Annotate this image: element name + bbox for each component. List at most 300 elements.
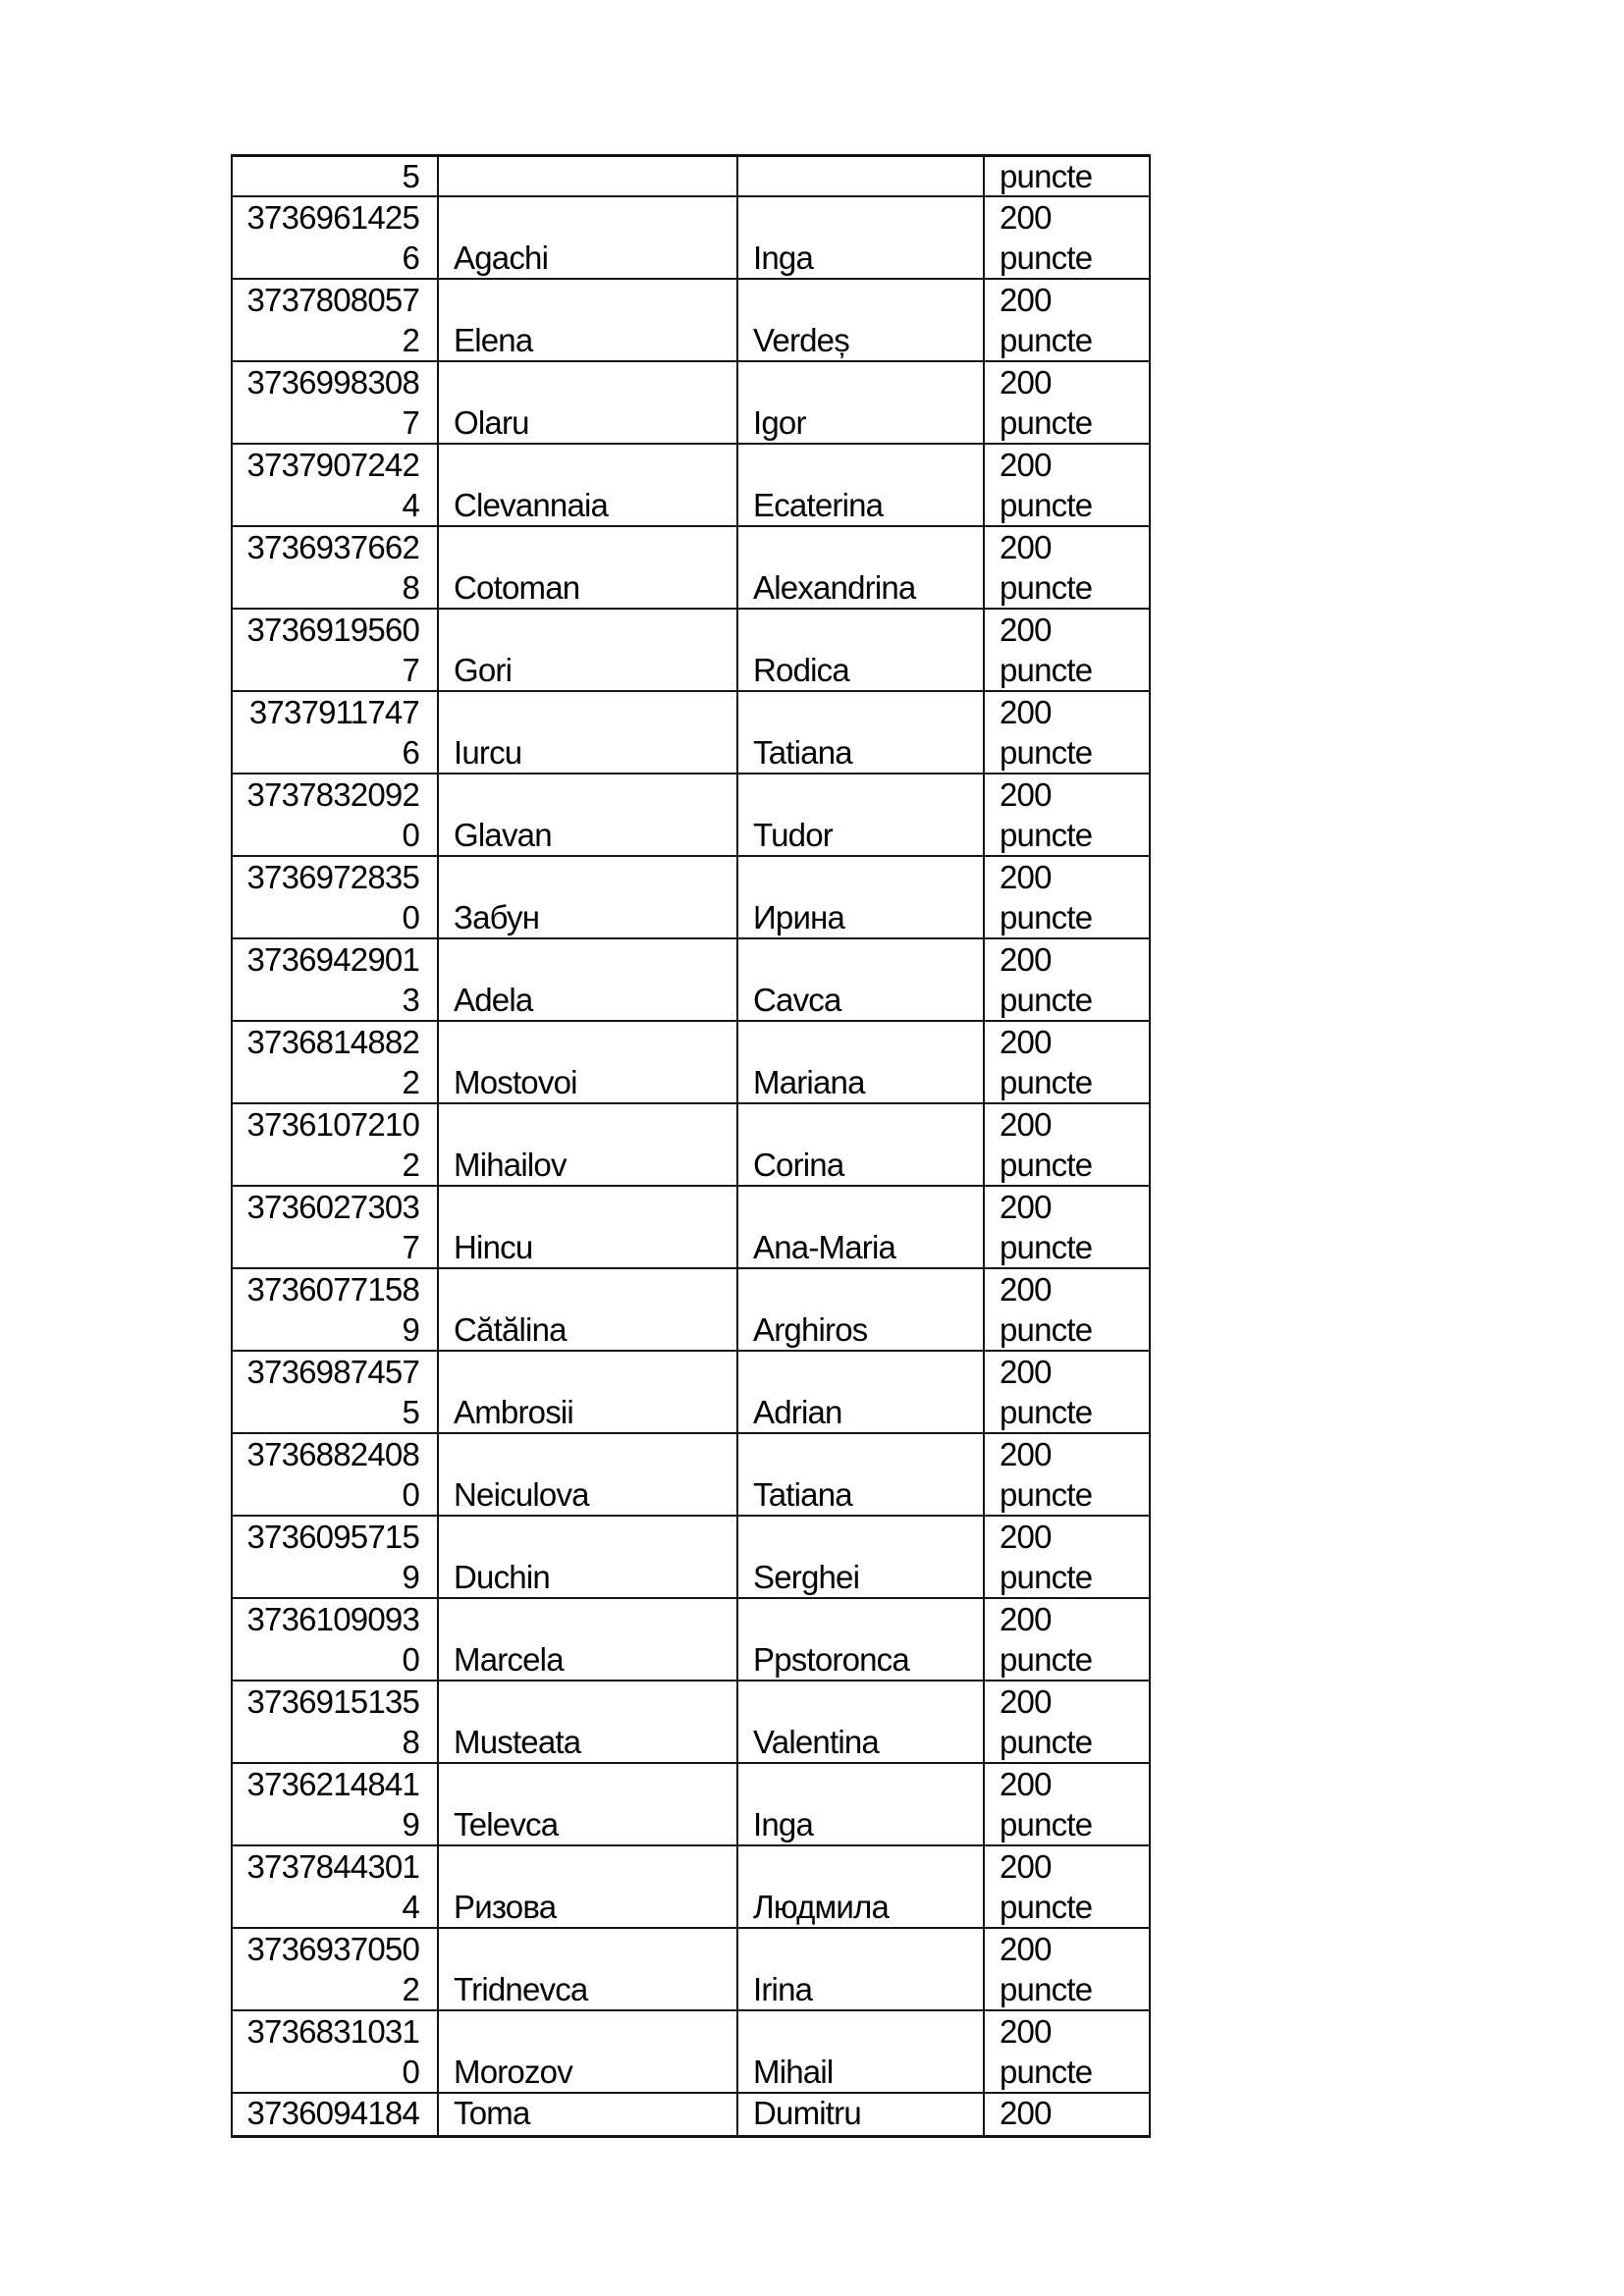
points-unit: puncte bbox=[1000, 1888, 1093, 1925]
points-cell bbox=[984, 609, 1150, 691]
surname-cell bbox=[438, 1433, 737, 1516]
points-value: 200 bbox=[1000, 1683, 1052, 1720]
table-row bbox=[232, 1433, 1150, 1516]
points-value: 200 bbox=[1000, 1354, 1052, 1390]
spacer-line bbox=[753, 1435, 975, 1475]
points-cell bbox=[984, 1681, 1150, 1763]
points-unit: puncte bbox=[1000, 568, 1093, 606]
surname-cell bbox=[438, 1351, 737, 1433]
name-text: Ирина bbox=[753, 898, 845, 935]
spacer-line bbox=[454, 1353, 729, 1393]
phone-cell bbox=[232, 444, 438, 526]
points-unit: puncte bbox=[1000, 1146, 1093, 1183]
phone-line-2: 9 bbox=[402, 1310, 419, 1348]
phone-cell bbox=[232, 1516, 438, 1598]
name-text: Neiculova bbox=[454, 1475, 589, 1513]
surname-cell bbox=[438, 1845, 737, 1928]
given-name-cell bbox=[737, 156, 984, 197]
name-text: Serghei bbox=[753, 1558, 860, 1595]
spacer-line bbox=[753, 1270, 975, 1310]
points-cell bbox=[984, 774, 1150, 856]
phone-cell bbox=[232, 156, 438, 197]
spacer-line bbox=[454, 1518, 729, 1558]
surname-cell bbox=[438, 1598, 737, 1681]
phone-cell bbox=[232, 1103, 438, 1186]
table-row bbox=[232, 1845, 1150, 1928]
given-name-cell bbox=[737, 1928, 984, 2010]
points-value: 200 bbox=[1000, 612, 1052, 648]
spacer-line bbox=[454, 1188, 729, 1228]
surname-cell bbox=[438, 1268, 737, 1351]
points-cell bbox=[984, 156, 1150, 197]
points-cell bbox=[984, 1186, 1150, 1268]
points-cell bbox=[984, 938, 1150, 1021]
surname-cell bbox=[438, 196, 737, 279]
spacer-line bbox=[753, 1105, 975, 1146]
given-name-cell bbox=[737, 1598, 984, 1681]
points-cell bbox=[984, 526, 1150, 609]
points-cell bbox=[984, 856, 1150, 938]
surname-cell bbox=[438, 1103, 737, 1186]
phone-line-1: 3736919560 bbox=[246, 612, 419, 648]
given-name-cell bbox=[737, 2010, 984, 2093]
phone-cell bbox=[232, 2093, 438, 2136]
phone-line-1: 3737844301 bbox=[246, 1848, 419, 1885]
points-cell bbox=[984, 444, 1150, 526]
name-text: Забун bbox=[454, 898, 540, 935]
name-text: Inga bbox=[753, 239, 814, 276]
surname-cell bbox=[438, 1516, 737, 1598]
spacer-line bbox=[753, 528, 975, 568]
name-text: Hincu bbox=[454, 1228, 533, 1265]
name-text: Toma bbox=[454, 2095, 530, 2131]
surname-cell bbox=[438, 1021, 737, 1103]
given-name-cell bbox=[737, 609, 984, 691]
spacer-line bbox=[454, 2012, 729, 2053]
points-cell bbox=[984, 1598, 1150, 1681]
points-cell bbox=[984, 361, 1150, 444]
phone-cell bbox=[232, 1268, 438, 1351]
spacer-line bbox=[454, 940, 729, 981]
name-text: Igor bbox=[753, 403, 806, 441]
spacer-line bbox=[454, 1105, 729, 1146]
name-text: Morozov bbox=[454, 2053, 572, 2090]
points-unit: puncte bbox=[1000, 2053, 1093, 2090]
spacer-line bbox=[753, 611, 975, 651]
given-name-cell bbox=[737, 1103, 984, 1186]
table-row bbox=[232, 1021, 1150, 1103]
given-name-cell bbox=[737, 1845, 984, 1928]
phone-line-2: 0 bbox=[402, 898, 419, 935]
points-unit: puncte bbox=[1000, 816, 1093, 853]
points-value: 200 bbox=[1000, 859, 1052, 895]
points-unit: puncte bbox=[1000, 239, 1093, 276]
points-unit: puncte bbox=[1000, 1228, 1093, 1265]
name-text: Mariana bbox=[753, 1063, 865, 1100]
table-row bbox=[232, 938, 1150, 1021]
phone-cell bbox=[232, 1763, 438, 1845]
phone-cell bbox=[232, 1598, 438, 1681]
points-value: 200 bbox=[1000, 282, 1052, 318]
phone-line-1: 3736094184 bbox=[246, 2095, 419, 2131]
points-cell bbox=[984, 1763, 1150, 1845]
points-unit: puncte bbox=[1000, 158, 1093, 194]
table-row bbox=[232, 1186, 1150, 1268]
points-cell bbox=[984, 279, 1150, 361]
surname-cell bbox=[438, 361, 737, 444]
phone-line-1: 3736987457 bbox=[246, 1354, 419, 1390]
phone-line-1: 3737911747 bbox=[248, 694, 419, 730]
points-unit: puncte bbox=[1000, 1970, 1093, 2007]
spacer-line bbox=[753, 775, 975, 816]
phone-cell bbox=[232, 1186, 438, 1268]
phone-line-2: 2 bbox=[402, 321, 419, 358]
surname-cell bbox=[438, 526, 737, 609]
phone-line-1: 3736027303 bbox=[246, 1189, 419, 1225]
points-value: 200 bbox=[1000, 941, 1052, 978]
points-value: 200 bbox=[1000, 1766, 1052, 1802]
name-text: Ana-Maria bbox=[753, 1228, 896, 1265]
name-text: Irina bbox=[753, 1970, 813, 2007]
phone-line-1: 3737832092 bbox=[246, 776, 419, 813]
given-name-cell bbox=[737, 691, 984, 774]
name-text: Agachi bbox=[454, 239, 549, 276]
table-row bbox=[232, 279, 1150, 361]
spacer-line bbox=[454, 858, 729, 898]
table-row bbox=[232, 1351, 1150, 1433]
results-table bbox=[231, 154, 1151, 2138]
points-unit: puncte bbox=[1000, 1723, 1093, 1760]
points-value: 200 bbox=[1000, 1601, 1052, 1637]
name-text: Tatiana bbox=[753, 733, 852, 771]
phone-line-2: 0 bbox=[402, 1640, 419, 1678]
spacer-line bbox=[753, 1023, 975, 1063]
points-unit: puncte bbox=[1000, 403, 1093, 441]
surname-cell bbox=[438, 774, 737, 856]
phone-line-2: 7 bbox=[402, 1228, 419, 1265]
points-value: 200 bbox=[1000, 2013, 1052, 2050]
name-text: Marcela bbox=[454, 1640, 564, 1678]
phone-line-2: 8 bbox=[402, 568, 419, 606]
points-unit: puncte bbox=[1000, 981, 1093, 1018]
table-body bbox=[232, 156, 1150, 2137]
name-text: Ecaterina bbox=[753, 486, 884, 523]
table-row bbox=[232, 1268, 1150, 1351]
surname-cell bbox=[438, 1928, 737, 2010]
phone-line-1: 3737808057 bbox=[246, 282, 419, 318]
spacer-line bbox=[454, 1682, 729, 1723]
given-name-cell bbox=[737, 938, 984, 1021]
table-row bbox=[232, 196, 1150, 279]
name-text: Rodica bbox=[753, 651, 849, 688]
points-cell bbox=[984, 1845, 1150, 1928]
points-unit: puncte bbox=[1000, 1393, 1093, 1430]
phone-line-2: 0 bbox=[402, 1475, 419, 1513]
spacer-line bbox=[753, 2012, 975, 2053]
points-value: 200 bbox=[1000, 1519, 1052, 1555]
phone-cell bbox=[232, 2010, 438, 2093]
table-row bbox=[232, 2093, 1150, 2136]
spacer-line bbox=[753, 1765, 975, 1805]
surname-cell bbox=[438, 609, 737, 691]
points-value: 200 bbox=[1000, 694, 1052, 730]
points-cell bbox=[984, 2010, 1150, 2093]
name-text: Gori bbox=[454, 651, 513, 688]
phone-line-1: 3737907242 bbox=[246, 447, 419, 483]
table-row bbox=[232, 1598, 1150, 1681]
name-text: Clevannaia bbox=[454, 486, 609, 523]
table-row bbox=[232, 1103, 1150, 1186]
points-cell bbox=[984, 1268, 1150, 1351]
name-text: Arghiros bbox=[753, 1310, 868, 1348]
given-name-cell bbox=[737, 1351, 984, 1433]
points-value: 200 bbox=[1000, 364, 1052, 400]
surname-cell bbox=[438, 691, 737, 774]
points-value: 200 bbox=[1000, 2095, 1052, 2131]
surname-cell bbox=[438, 279, 737, 361]
name-text: Ризова bbox=[454, 1888, 557, 1925]
spacer-line bbox=[454, 446, 729, 486]
phone-line-1: 3736831031 bbox=[246, 2013, 419, 2050]
surname-cell bbox=[438, 938, 737, 1021]
points-cell bbox=[984, 1433, 1150, 1516]
surname-cell bbox=[438, 856, 737, 938]
spacer-line bbox=[753, 446, 975, 486]
spacer-line bbox=[454, 198, 729, 239]
phone-cell bbox=[232, 1351, 438, 1433]
spacer-line bbox=[753, 1518, 975, 1558]
phone-cell bbox=[232, 1681, 438, 1763]
name-text: Ppstoronca bbox=[753, 1640, 909, 1678]
points-unit: puncte bbox=[1000, 1475, 1093, 1513]
phone-line-1: 3736882408 bbox=[246, 1436, 419, 1472]
points-unit: puncte bbox=[1000, 321, 1093, 358]
spacer-line bbox=[753, 1930, 975, 1970]
phone-line-1: 3736961425 bbox=[246, 199, 419, 236]
phone-line-1: 3736972835 bbox=[246, 859, 419, 895]
phone-cell bbox=[232, 196, 438, 279]
surname-cell bbox=[438, 1681, 737, 1763]
phone-cell bbox=[232, 938, 438, 1021]
given-name-cell bbox=[737, 279, 984, 361]
points-unit: puncte bbox=[1000, 1558, 1093, 1595]
spacer-line bbox=[454, 1930, 729, 1970]
table-row bbox=[232, 1516, 1150, 1598]
spacer-line bbox=[454, 1023, 729, 1063]
name-text: Televca bbox=[454, 1805, 559, 1842]
name-text: Iurcu bbox=[454, 733, 522, 771]
spacer-line bbox=[454, 528, 729, 568]
spacer-line bbox=[753, 858, 975, 898]
points-cell bbox=[984, 1516, 1150, 1598]
points-value: 200 bbox=[1000, 1436, 1052, 1472]
phone-line-2: 6 bbox=[402, 733, 419, 771]
given-name-cell bbox=[737, 1516, 984, 1598]
phone-line-1: 3736095715 bbox=[246, 1519, 419, 1555]
phone-line-2: 0 bbox=[402, 816, 419, 853]
phone-line-1: 3736077158 bbox=[246, 1271, 419, 1308]
phone-line-1: 3736107210 bbox=[246, 1106, 419, 1143]
spacer-line bbox=[454, 775, 729, 816]
given-name-cell bbox=[737, 856, 984, 938]
phone-cell bbox=[232, 526, 438, 609]
points-unit: puncte bbox=[1000, 898, 1093, 935]
table-row bbox=[232, 1681, 1150, 1763]
name-text: Mostovoi bbox=[454, 1063, 577, 1100]
name-text: Tudor bbox=[753, 816, 833, 853]
table-row bbox=[232, 2010, 1150, 2093]
phone-cell bbox=[232, 1845, 438, 1928]
table-row bbox=[232, 1763, 1150, 1845]
phone-line-1: 3736814882 bbox=[246, 1024, 419, 1060]
points-value: 200 bbox=[1000, 447, 1052, 483]
phone-line-2: 5 bbox=[402, 1393, 419, 1430]
spacer-line bbox=[454, 1600, 729, 1640]
phone-line-2: 9 bbox=[402, 1805, 419, 1842]
phone-cell bbox=[232, 856, 438, 938]
name-text: Musteata bbox=[454, 1723, 581, 1760]
points-value: 200 bbox=[1000, 1931, 1052, 1967]
phone-line-2: 8 bbox=[402, 1723, 419, 1760]
phone-line-1: 3736937662 bbox=[246, 529, 419, 565]
points-unit: puncte bbox=[1000, 1310, 1093, 1348]
surname-cell bbox=[438, 2093, 737, 2136]
table-row bbox=[232, 156, 1150, 197]
phone-cell bbox=[232, 361, 438, 444]
phone-line-2: 4 bbox=[402, 1888, 419, 1925]
phone-line-2: 5 bbox=[402, 158, 419, 194]
table-row bbox=[232, 691, 1150, 774]
points-cell bbox=[984, 1021, 1150, 1103]
name-text: Alexandrina bbox=[753, 568, 916, 606]
points-unit: puncte bbox=[1000, 1805, 1093, 1842]
name-text: Elena bbox=[454, 321, 533, 358]
name-text: Adrian bbox=[753, 1393, 842, 1430]
points-value: 200 bbox=[1000, 1271, 1052, 1308]
phone-line-2: 0 bbox=[402, 2053, 419, 2090]
name-text: Inga bbox=[753, 1805, 814, 1842]
spacer-line bbox=[454, 693, 729, 733]
phone-line-1: 3736998308 bbox=[246, 364, 419, 400]
given-name-cell bbox=[737, 196, 984, 279]
surname-cell bbox=[438, 2010, 737, 2093]
points-value: 200 bbox=[1000, 776, 1052, 813]
phone-cell bbox=[232, 609, 438, 691]
phone-line-2: 6 bbox=[402, 239, 419, 276]
given-name-cell bbox=[737, 1021, 984, 1103]
table-row bbox=[232, 526, 1150, 609]
given-name-cell bbox=[737, 1186, 984, 1268]
phone-line-2: 2 bbox=[402, 1063, 419, 1100]
spacer-line bbox=[454, 363, 729, 403]
phone-line-1: 3736937050 bbox=[246, 1931, 419, 1967]
name-text: Tatiana bbox=[753, 1475, 852, 1513]
spacer-line bbox=[753, 281, 975, 321]
points-value: 200 bbox=[1000, 1189, 1052, 1225]
spacer-line bbox=[454, 281, 729, 321]
name-text: Olaru bbox=[454, 403, 529, 441]
spacer-line bbox=[753, 1600, 975, 1640]
spacer-line bbox=[753, 363, 975, 403]
name-text: Valentina bbox=[753, 1723, 879, 1760]
spacer-line bbox=[753, 1847, 975, 1888]
surname-cell bbox=[438, 444, 737, 526]
given-name-cell bbox=[737, 1268, 984, 1351]
table-row bbox=[232, 856, 1150, 938]
name-text: Dumitru bbox=[753, 2095, 861, 2131]
given-name-cell bbox=[737, 774, 984, 856]
phone-line-2: 9 bbox=[402, 1558, 419, 1595]
given-name-cell bbox=[737, 444, 984, 526]
phone-line-1: 3736214841 bbox=[246, 1766, 419, 1802]
points-value: 200 bbox=[1000, 199, 1052, 236]
points-unit: puncte bbox=[1000, 1063, 1093, 1100]
spacer-line bbox=[753, 693, 975, 733]
phone-cell bbox=[232, 1433, 438, 1516]
phone-cell bbox=[232, 774, 438, 856]
phone-line-1: 3736915135 bbox=[246, 1683, 419, 1720]
name-text: Cătălina bbox=[454, 1310, 567, 1348]
points-unit: puncte bbox=[1000, 733, 1093, 771]
points-unit: puncte bbox=[1000, 1640, 1093, 1678]
points-unit: puncte bbox=[1000, 651, 1093, 688]
phone-line-2: 4 bbox=[402, 486, 419, 523]
given-name-cell bbox=[737, 2093, 984, 2136]
name-text: Mihail bbox=[753, 2053, 834, 2090]
spacer-line bbox=[454, 611, 729, 651]
spacer-line bbox=[753, 1353, 975, 1393]
phone-cell bbox=[232, 1021, 438, 1103]
spacer-line bbox=[454, 1270, 729, 1310]
phone-line-1: 3736109093 bbox=[246, 1601, 419, 1637]
points-value: 200 bbox=[1000, 1848, 1052, 1885]
spacer-line bbox=[753, 940, 975, 981]
points-value: 200 bbox=[1000, 1024, 1052, 1060]
name-text: Glavan bbox=[454, 816, 552, 853]
points-cell bbox=[984, 1103, 1150, 1186]
phone-line-2: 7 bbox=[402, 651, 419, 688]
name-text: Ambrosii bbox=[454, 1393, 573, 1430]
given-name-cell bbox=[737, 1433, 984, 1516]
given-name-cell bbox=[737, 361, 984, 444]
spacer-line bbox=[753, 1188, 975, 1228]
points-cell bbox=[984, 691, 1150, 774]
table-row bbox=[232, 609, 1150, 691]
name-text: Verdeș bbox=[753, 321, 849, 358]
phone-line-2: 2 bbox=[402, 1970, 419, 2007]
table-row bbox=[232, 1928, 1150, 2010]
name-text: Duchin bbox=[454, 1558, 550, 1595]
points-cell bbox=[984, 196, 1150, 279]
table-row bbox=[232, 361, 1150, 444]
phone-line-1: 3736942901 bbox=[246, 941, 419, 978]
given-name-cell bbox=[737, 526, 984, 609]
points-cell bbox=[984, 1928, 1150, 2010]
spacer-line bbox=[454, 1847, 729, 1888]
phone-cell bbox=[232, 1928, 438, 2010]
name-text: Cotoman bbox=[454, 568, 580, 606]
name-text: Corina bbox=[753, 1146, 844, 1183]
phone-line-2: 2 bbox=[402, 1146, 419, 1183]
spacer-line bbox=[454, 1765, 729, 1805]
name-text: Adela bbox=[454, 981, 533, 1018]
name-text: Mihailov bbox=[454, 1146, 567, 1183]
spacer-line bbox=[753, 1682, 975, 1723]
spacer-line bbox=[753, 198, 975, 239]
points-cell bbox=[984, 2093, 1150, 2136]
given-name-cell bbox=[737, 1763, 984, 1845]
phone-cell bbox=[232, 279, 438, 361]
